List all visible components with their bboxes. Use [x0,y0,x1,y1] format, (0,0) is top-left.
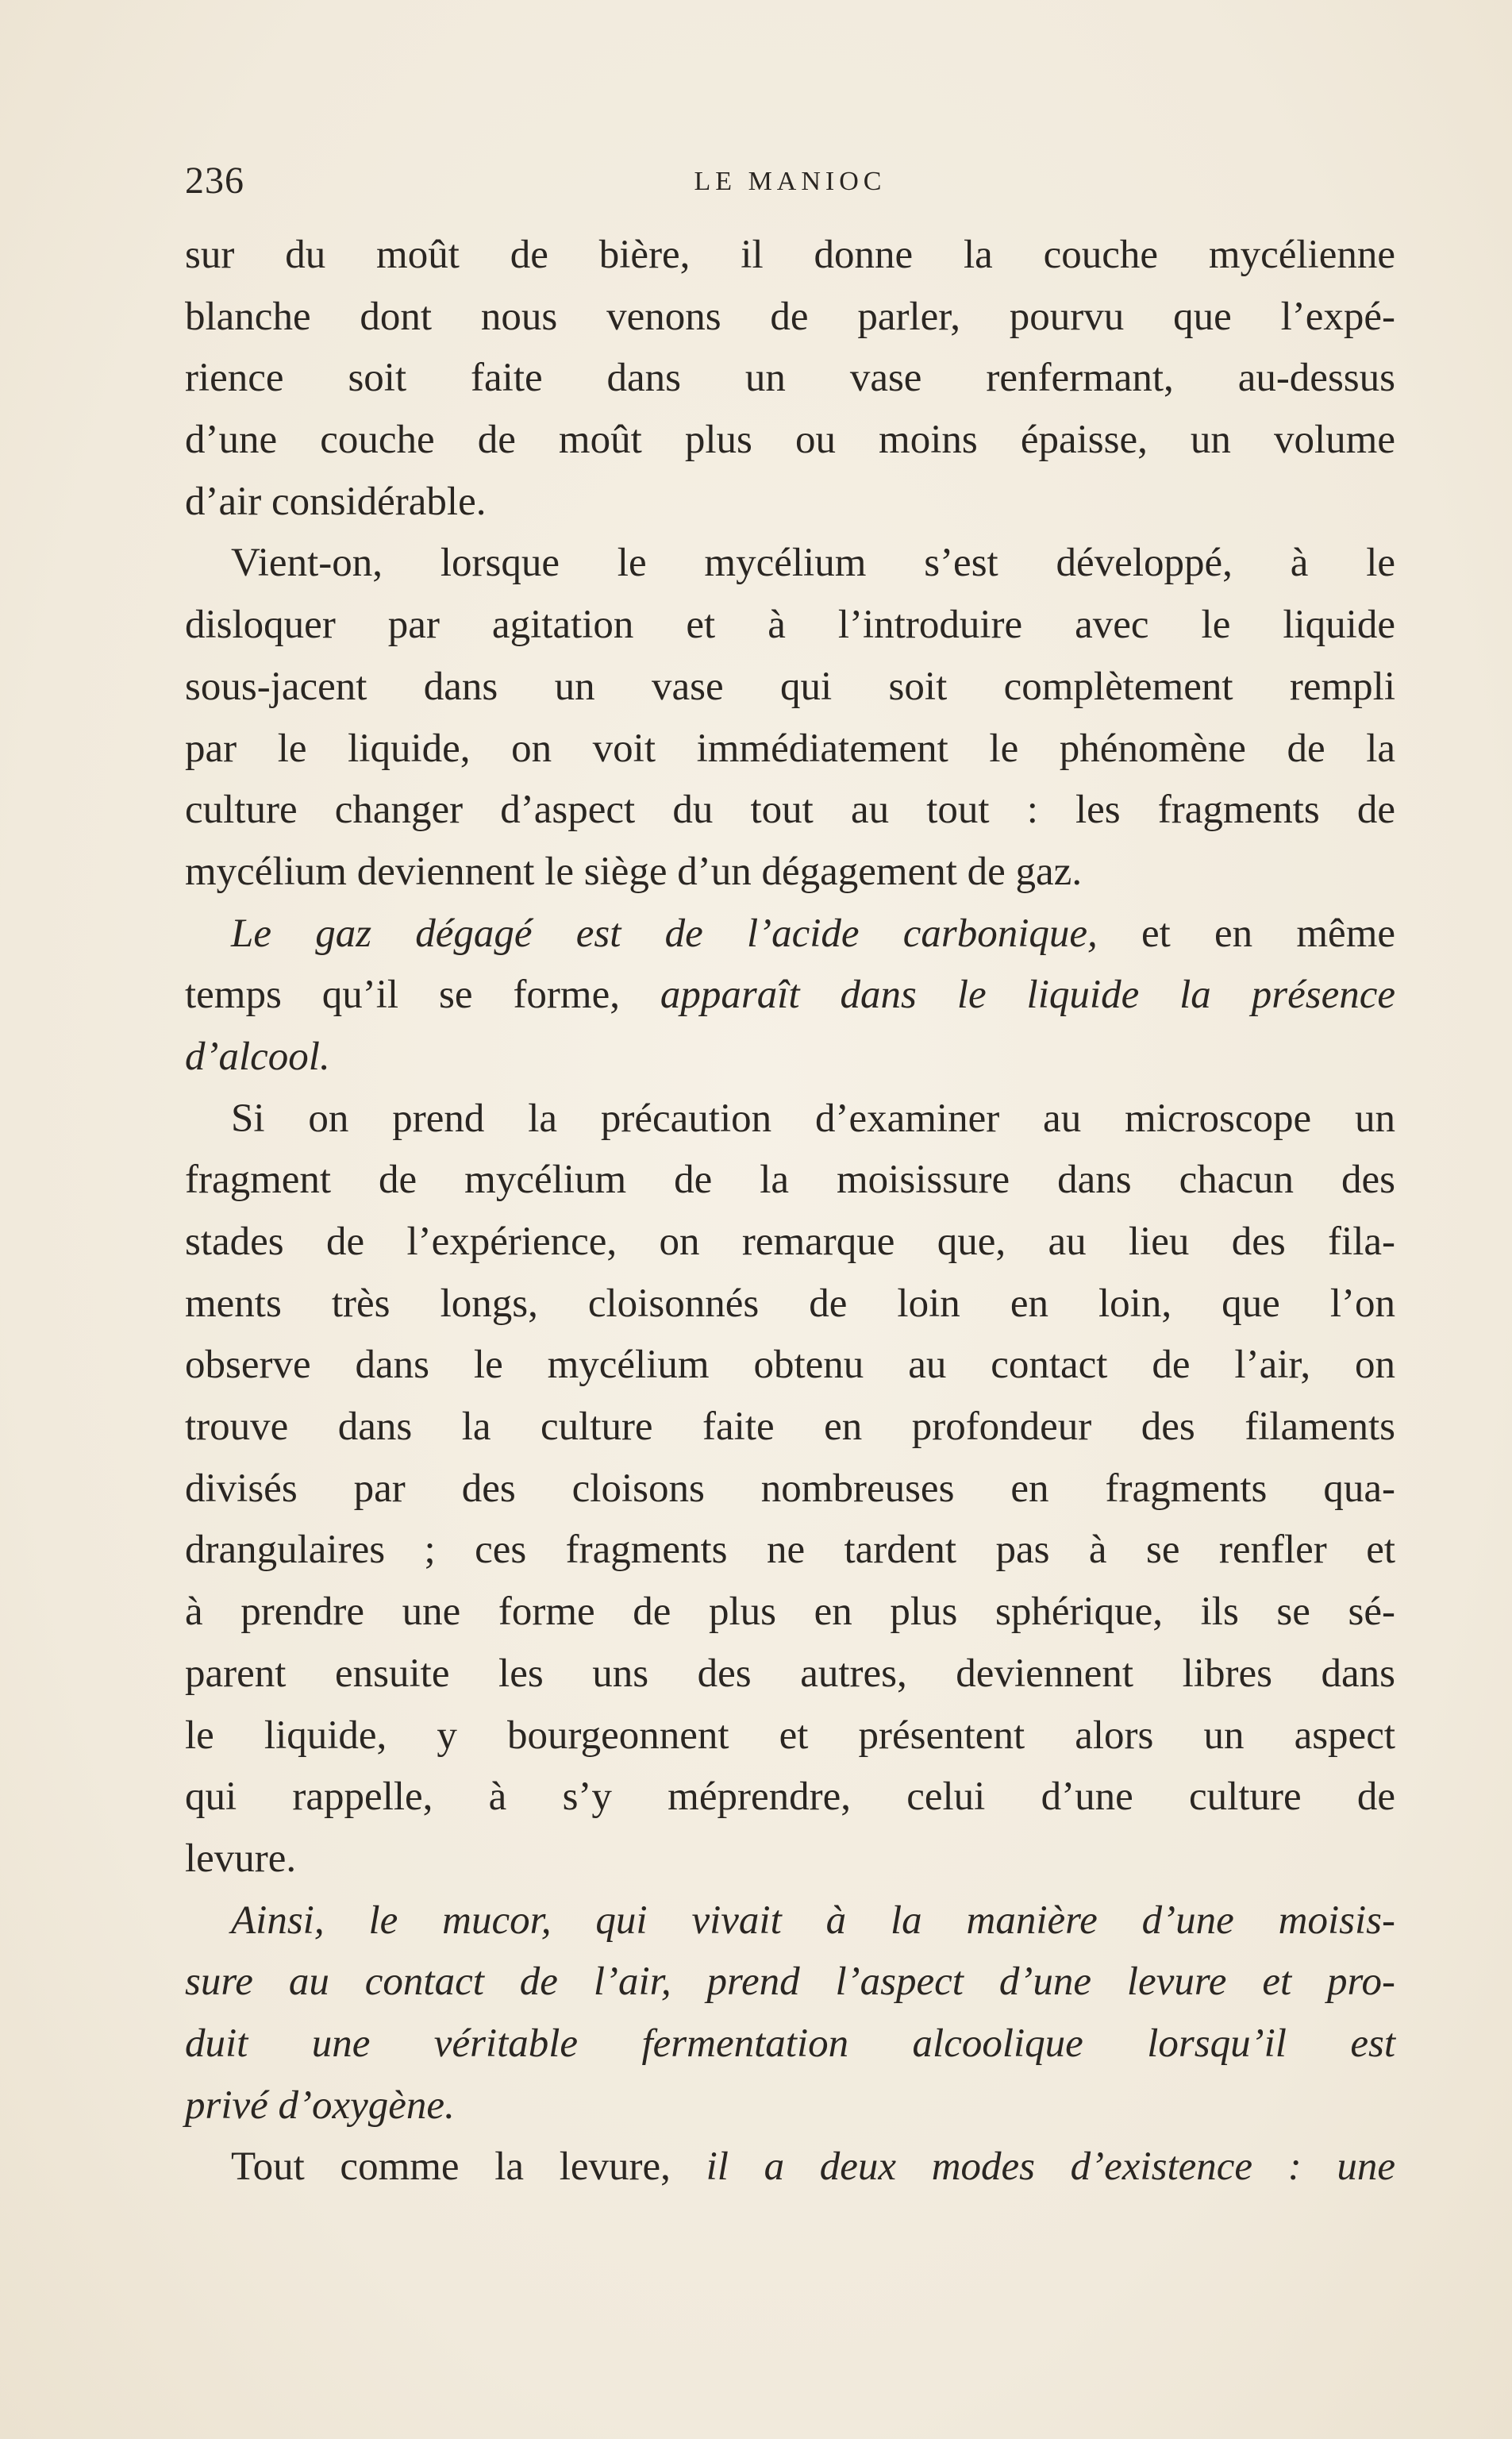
italic-text: Ainsi, le mucor, qui vivait à la manière d’une moisis- [231,1898,1395,1943]
text-line [185,1705,1395,1767]
text-segment: le liquide, y bourgeonnent et présentent alors un aspect [185,1713,1395,1758]
text-line [185,2013,1395,2075]
text-line [185,1088,1395,1150]
text-line [185,842,1395,904]
text-line [185,965,1395,1027]
italic-text: privé d’oxygène. [185,2083,455,2128]
body-text [185,225,1395,2198]
text-line [185,410,1395,472]
text-line [185,1273,1395,1335]
italic-text: Le gaz dégagé est de l’acide carbonique, [231,911,1098,956]
text-line [185,780,1395,842]
text-segment: d’une couche de moût plus ou moins épaisse, un volume [185,418,1395,463]
text-segment: d’air considérable. [185,479,487,524]
text-line [185,1335,1395,1397]
text-segment: par le liquide, on voit immédiatement le phénomène de la [185,726,1395,771]
text-segment: sous-jacent dans un vase qui soit complètement rempli [185,664,1395,709]
page-header [185,159,1395,206]
text-segment: Tout comme la levure, [231,2144,706,2190]
text-segment: stades de l’expérience, on remarque que, au lieu des fila- [185,1220,1395,1264]
italic-text: sure au contact de l’air, prend l’aspect d’une levure et pro- [185,1959,1395,2005]
text-segment: levure. [185,1836,297,1881]
text-segment: Vient-on, lorsque le mycélium s’est développé, à le [231,541,1395,586]
text-segment: ments très longs, cloisonnés de loin en loin, que l’on [185,1281,1395,1326]
text-line [185,1952,1395,2013]
text-line [185,348,1395,410]
text-line [185,1027,1395,1088]
text-segment: drangulaires ; ces fragments ne tardent pas à se renfler et [185,1528,1395,1573]
text-segment: sur du moût de bière, il donne la couche mycélienne [185,233,1395,277]
text-line [185,1520,1395,1582]
text-line [185,1828,1395,1890]
text-line [185,1458,1395,1520]
text-line [185,1212,1395,1273]
text-line [185,657,1395,719]
text-line [185,533,1395,595]
text-segment: parent ensuite les uns des autres, deviennent libres dans [185,1651,1395,1696]
text-segment: et en même [1097,911,1395,956]
text-line [185,1890,1395,1952]
page-number: 236 [185,160,244,202]
text-segment: mycélium deviennent le siège d’un dégagement de gaz. [185,849,1083,894]
text-segment: disloquer par agitation et à l’introduire avec le liquide [185,603,1395,648]
text-line [185,595,1395,657]
text-line [185,1767,1395,1828]
running-head: LE MANIOC [694,167,887,196]
text-line [185,2075,1395,2137]
text-segment: divisés par des cloisons nombreuses en fragments qua- [185,1466,1395,1511]
text-segment: à prendre une forme de plus en plus sphérique, ils se sé- [185,1589,1395,1635]
italic-text: il a deux modes d’existence : une [706,2144,1395,2190]
text-line [185,2137,1395,2198]
text-segment: trouve dans la culture faite en profondeur des filaments [185,1404,1395,1450]
text-segment: rience soit faite dans un vase renfermant, au-dessus [185,356,1395,401]
italic-text: apparaît dans le liquide la présence [660,973,1395,1018]
text-line [185,719,1395,780]
text-line [185,1643,1395,1705]
text-segment: fragment de mycélium de la moisissure dans chacun des [185,1158,1395,1203]
text-line [185,225,1395,287]
text-segment: Si on prend la précaution d’examiner au microscope un [231,1096,1395,1141]
text-segment: qui rappelle, à s’y méprendre, celui d’une culture de [185,1774,1395,1820]
text-line [185,287,1395,349]
italic-text: d’alcool. [185,1034,330,1079]
text-segment: culture changer d’aspect du tout au tout : les fragments de [185,788,1395,833]
text-line [185,1582,1395,1643]
text-segment: observe dans le mycélium obtenu au contact de l’air, on [185,1343,1395,1388]
text-line [185,1397,1395,1458]
text-segment: temps qu’il se forme, [185,973,660,1018]
text-segment: blanche dont nous venons de parler, pourvu que l’expé- [185,294,1395,339]
text-line [185,904,1395,965]
text-line [185,472,1395,534]
text-line [185,1150,1395,1212]
italic-text: duit une véritable fermentation alcoolique lorsqu’il est [185,2021,1395,2066]
